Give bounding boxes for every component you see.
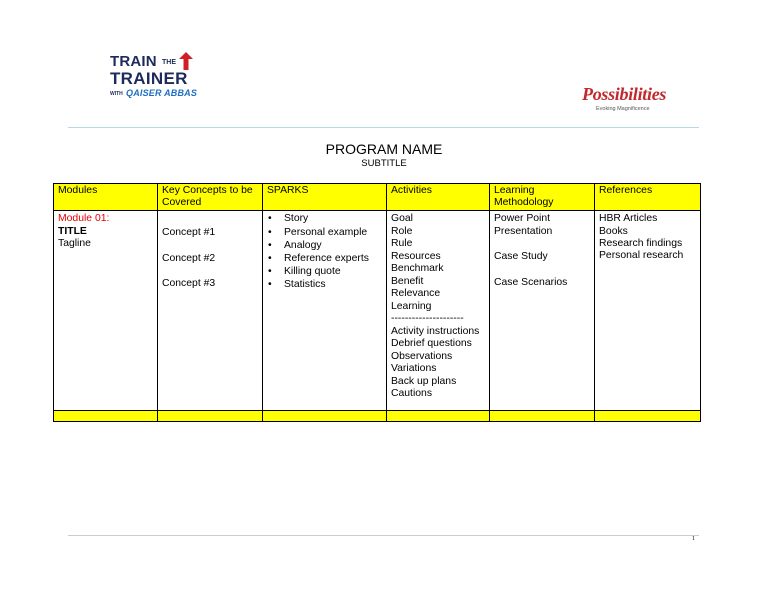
header-activities: Activities [387, 184, 490, 211]
table-row [54, 211, 701, 411]
concept-item: Concept #1 [162, 226, 216, 238]
concepts-cell [158, 211, 263, 411]
logo-tagline: Evoking Magnificence [596, 106, 650, 112]
header-sparks: SPARKS [263, 184, 387, 211]
header-learning-methodology: Learning Methodology [490, 184, 595, 211]
sparks-item: • Story [267, 213, 382, 225]
activity-item: Cautions [391, 388, 433, 400]
logo-author-name: QAISER ABBAS [126, 88, 198, 98]
footer-cell [158, 411, 263, 422]
sparks-item: • Killing quote [267, 266, 382, 278]
logo-possibilities-text: Possibilities [582, 84, 667, 104]
footer-cell [490, 411, 595, 422]
methodology-cell [490, 211, 595, 411]
activity-item: Back up plans [391, 375, 457, 387]
page-title: PROGRAM NAME [325, 141, 443, 157]
activity-item: Resources [391, 250, 441, 262]
activity-separator: --------------------- [391, 313, 464, 325]
header-references: References [595, 184, 701, 211]
activity-item: Relevance [391, 288, 441, 300]
logo-the-text: THE [162, 59, 176, 66]
methodology-item: Presentation [494, 225, 553, 237]
footer-cell [595, 411, 701, 422]
activity-item: Variations [391, 363, 437, 375]
logo-trainer-text: TRAINER [110, 69, 188, 88]
activity-item: Activity instructions [391, 325, 480, 337]
module-cell [54, 211, 158, 411]
reference-item: Books [599, 225, 628, 237]
page-number: 1 [692, 536, 695, 542]
sparks-list [267, 213, 382, 291]
footer-divider [68, 535, 699, 536]
logo-train-text: TRAIN [110, 53, 157, 70]
activity-item: Goal [391, 213, 413, 225]
module-tagline: Tagline [58, 237, 91, 249]
sparks-item: • Reference experts [267, 253, 382, 265]
module-number: Module 01: [58, 213, 110, 225]
activity-item: Rule [391, 238, 413, 250]
activity-item: Observations [391, 350, 453, 362]
logo-with-text: WITH [110, 91, 123, 97]
footer-cell [263, 411, 387, 422]
table-header-row [54, 184, 701, 211]
sparks-cell [263, 211, 387, 411]
sparks-item: • Personal example [267, 227, 382, 239]
activity-item: Benchmark [391, 263, 444, 275]
possibilities-logo [582, 84, 692, 116]
references-cell [595, 211, 701, 411]
activity-item: Benefit [391, 275, 424, 287]
methodology-item: Power Point [494, 213, 551, 225]
header-key-concepts: Key Concepts to be Covered [158, 184, 263, 211]
activity-item: Learning [391, 300, 432, 312]
methodology-item: Case Scenarios [494, 277, 568, 289]
sparks-item: • Statistics [267, 279, 382, 291]
train-the-trainer-logo [108, 52, 208, 104]
reference-item: Personal research [599, 250, 684, 262]
footer-cell [387, 411, 490, 422]
page-subtitle: SUBTITLE [361, 158, 407, 169]
activities-cell [387, 211, 490, 411]
sparks-item: • Analogy [267, 240, 382, 252]
activity-item: Debrief questions [391, 338, 472, 350]
methodology-item: Case Study [494, 251, 548, 263]
header-modules: Modules [54, 184, 158, 211]
program-table [53, 183, 701, 422]
concept-item: Concept #3 [162, 278, 216, 290]
header-divider [68, 127, 699, 128]
table-footer-row [54, 411, 701, 422]
reference-item: Research findings [599, 237, 683, 249]
activity-item: Role [391, 225, 413, 237]
module-title: TITLE [58, 225, 87, 237]
footer-cell [54, 411, 158, 422]
reference-item: HBR Articles [599, 213, 658, 225]
arrow-up-icon [178, 52, 194, 70]
concept-item: Concept #2 [162, 252, 216, 264]
